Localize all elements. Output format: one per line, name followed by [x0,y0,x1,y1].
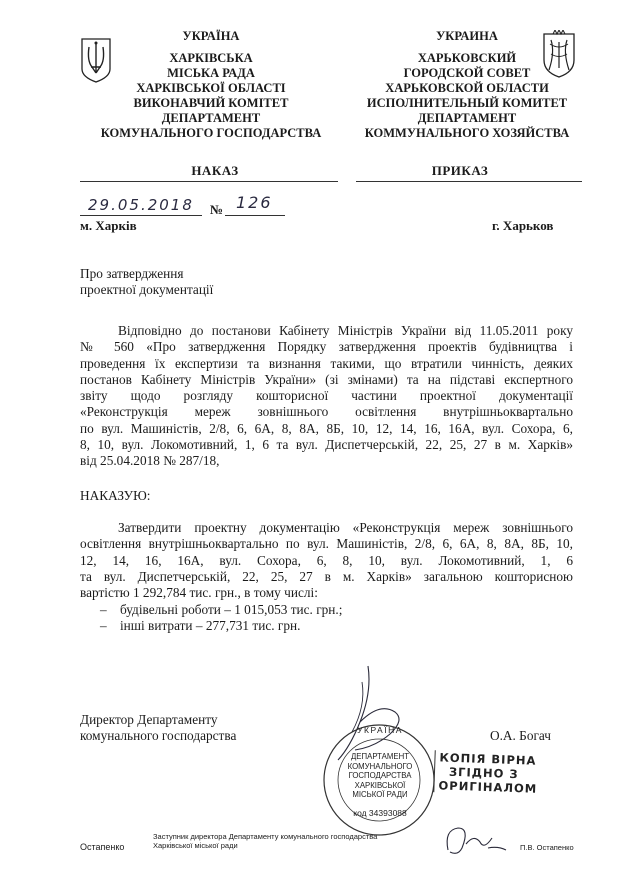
signatory-position [80,712,236,745]
header-left-line: УКРАЇНА [182,29,240,43]
preamble-line: від 25.04.2018 № 287/18, [80,453,220,469]
decision-line: Затвердити проектну документацію «Реконструкція мереж зовнішнього [118,520,573,535]
doc-type-left: НАКАЗ [191,163,239,178]
seal-line: МІСЬКОЇ РАДИ [352,790,408,799]
deputy-line: Харківської міської ради [153,841,238,850]
decision-line: та вул. Диспетчерській, 22, 25, 27 в м. Харків» загальною кошторисною [80,568,573,584]
order-subject [80,266,213,299]
seal-line: ХАРКІВСЬКОЇ [354,780,406,790]
list-bullet: – [100,602,107,617]
decision-line: 12, 14, 16, 16А, вул. Сохора, 6, 8, 10, вул. Локомотивний, 1, 6 [80,552,573,568]
decision-line: вартістю 1 292,784 тис. грн., в тому числі: [80,585,318,601]
doc-type-right: ПРИКАЗ [431,163,489,178]
header-right-line: ГОРОДСКОЙ СОВЕТ [403,66,531,80]
header-divider-left [80,181,338,182]
seal-text [335,752,425,800]
position-line: комунального господарства [80,728,237,744]
order-date: 29.05.2018 [88,196,194,214]
header-left-line: ХАРКІВСЬКА [169,51,253,65]
copy-stamp-line: ОРИГІНАЛОМ [438,778,538,796]
subject-line: проектної документації [80,282,214,298]
copy-certifier-initials: П.В. Остапенко [520,843,574,852]
subject-line: Про затвердження [80,266,184,281]
preamble-line: по вул. Машиністів, 2/8, 6, 6А, 8, 8А, 8Б, 10, 12, 14, 16, 16А, вул. Сохора, 6, [80,420,573,436]
copy-stamp-line: ЗГІДНО З [448,764,519,782]
date-underline [80,215,202,216]
header-divider-right [356,181,582,182]
header-right-line: ИСПОЛНИТЕЛЬНЫЙ КОМИТЕТ [366,96,568,110]
city-right: г. Харьков [492,218,554,233]
list-item [100,602,342,618]
preamble-line: звіту щодо розгляду кошторисної частини проектної документації [80,388,573,404]
number-underline [225,215,285,216]
header-right-line: КОММУНАЛЬНОГО ХОЗЯЙСТВА [364,126,570,140]
preamble-paragraph [80,323,573,470]
header-left-line: ХАРКІВСЬКОЇ ОБЛАСТІ [136,81,286,95]
cost-items-list [100,602,342,635]
header-left-line: КОМУНАЛЬНОГО ГОСПОДАРСТВА [100,126,322,140]
seal-line: ГОСПОДАРСТВА [348,771,412,780]
header-left [90,29,332,141]
header-right-line: ХАРЬКОВСКИЙ [417,51,517,65]
copy-signature [440,820,510,860]
header-right [352,29,582,141]
number-sign: № [210,202,224,217]
copy-certification-stamp [433,750,538,796]
position-line: Директор Департаменту [80,712,218,727]
signatory-name: О.А. Богач [490,728,551,743]
header-right-line: ХАРЬКОВСКОЙ ОБЛАСТИ [385,81,549,95]
seal-line: ДЕПАРТАМЕНТ [351,752,409,761]
header-right-line: УКРАИНА [436,29,498,43]
decision-line: освітлення внутрішньоквартально по вул. Машиністів, 2/8, 6, 6А, 8, 8А, 8Б, 10, [80,536,573,552]
preamble-line: постанов Кабінету Міністрів України» (зі змінами) та на підставі експертного [80,371,573,387]
seal-code: код 34393088 [353,808,407,818]
preamble-line: Відповідно до постанови Кабінету Міністрів України від 11.05.2011 року [118,323,573,338]
list-item-text: будівельні роботи – 1 015,053 тис. грн.; [119,602,343,617]
list-item [100,618,342,634]
order-word: НАКАЗУЮ: [80,488,151,503]
seal-top-text: УКРАЇНА [357,725,403,735]
city-left: м. Харків [80,218,137,233]
deputy-line: Заступник директора Департаменту комунального господарства [153,832,378,841]
header-left-line: МІСЬКА РАДА [167,66,255,80]
seal-line: КОМУНАЛЬНОГО [347,761,413,771]
list-bullet: – [100,618,107,634]
order-number: 126 [236,193,273,212]
executor-name: Остапенко [80,842,125,852]
copy-stamp-line: КОПІЯ ВІРНА [439,750,537,768]
list-item-text: інші витрати – 277,731 тис. грн. [119,618,301,634]
preamble-line: № 560 «Про затвердження Порядку затвердження проектів будівництва і [80,339,573,355]
deputy-caption [153,832,377,850]
preamble-line: 8, 10, вул. Локомотивний, 1, 6 та вул. Диспетчерській, 22, 25, 27 в м. Харків» [80,437,573,453]
preamble-line: проведення їх експертизи та визнання такими, що втратили чинність, деяких [80,355,573,371]
header-left-line: ВИКОНАВЧИЙ КОМІТЕТ [133,96,289,110]
header-right-line: ДЕПАРТАМЕНТ [417,111,517,125]
header-left-line: ДЕПАРТАМЕНТ [161,111,261,125]
decision-paragraph [80,520,573,601]
preamble-line: «Реконструкція мереж зовнішнього освітлення внутрішньоквартально [80,404,573,420]
